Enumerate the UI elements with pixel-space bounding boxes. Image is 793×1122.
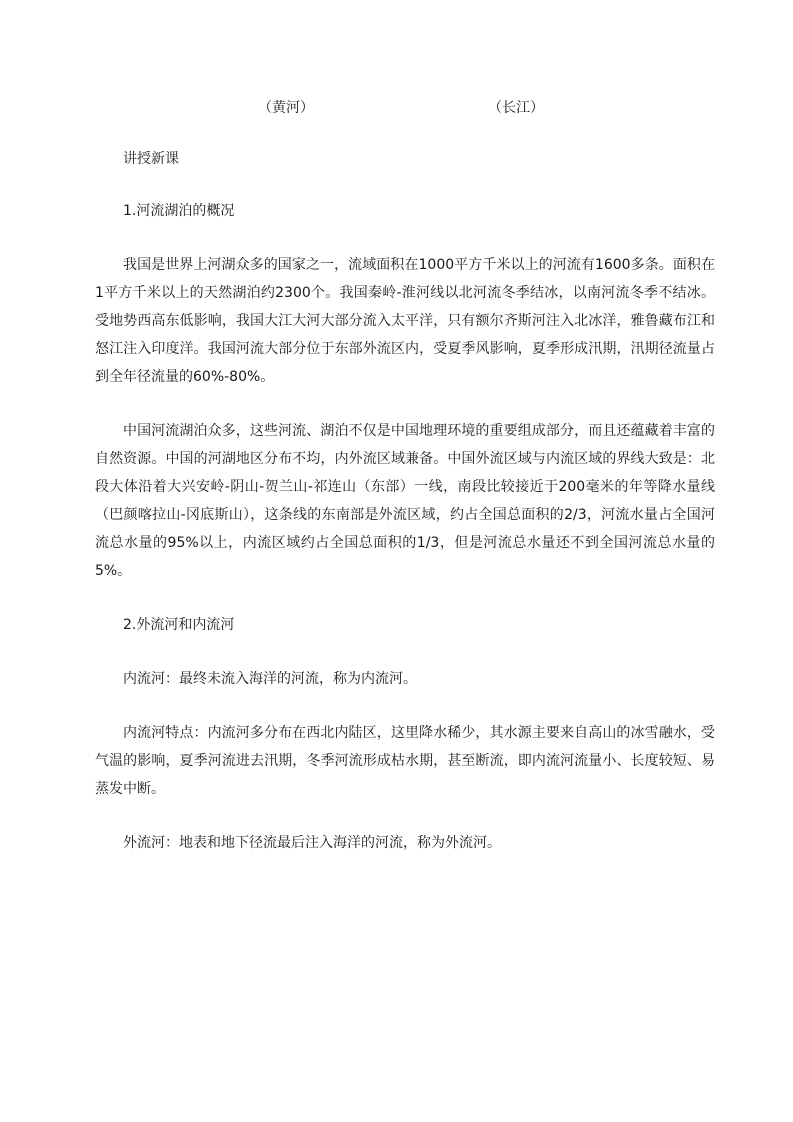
section1-heading: 1.河流湖泊的概况: [123, 203, 235, 219]
inland-river-features: 内流河特点：内流河多分布在西北内陆区，这里降水稀少，其水源主要来自高山的冰雪融水，受气温的影响，夏季河流进去汛期，冬季河流形成枯水期，甚至断流，即内流河流量小、长度较短、易蒸发中断。: [95, 725, 715, 797]
section1-paragraph-2: 中国河流湖泊众多，这些河流、湖泊不仅是中国地理环境的重要组成部分，而且还蕴藏着丰富的自然资源。中国的河湖地区分布不均，内外流区域兼备。中国外流区域与内流区域的界线大致是：北段大体沿着大兴安岭-阴山-贺兰山-祁连山（东部）一线，南段比较接近于200毫米的年等降水量线（巴颜喀拉山-冈底斯山），这条线的东南部是外流区域，约占全国总面积的2/3，河流水量占全国河流总水量的95%以上，内流区域约占全国总面积的1/3，但是河流总水量还不到全国河流总水量的5%。: [95, 423, 715, 579]
caption-yangtze-river: （长江）: [488, 100, 544, 116]
section2-heading: 2.外流河和内流河: [123, 617, 235, 633]
outflow-river-definition: 外流河：地表和地下径流最后注入海洋的河流，称为外流河。: [123, 835, 501, 851]
caption-yellow-river: （黄河）: [258, 100, 314, 116]
section-title: 讲授新课: [123, 151, 179, 167]
section1-paragraph-1: 我国是世界上河湖众多的国家之一，流域面积在1000平方千米以上的河流有1600多条。面积在1平方千米以上的天然湖泊约2300个。我国秦岭-淮河线以北河流冬季结冰，以南河流冬季不结冰。受地势西高东低影响，我国大江大河大部分流入太平洋，只有额尔齐斯河注入北冰洋，雅鲁藏布江和怒江注入印度洋。我国河流大部分位于东部外流区内，受夏季风影响，夏季形成汛期，汛期径流量占到全年径流量的60%-80%。: [95, 257, 715, 385]
inland-river-definition: 内流河：最终未流入海洋的河流，称为内流河。: [123, 671, 417, 687]
document-body: [95, 145, 715, 857]
